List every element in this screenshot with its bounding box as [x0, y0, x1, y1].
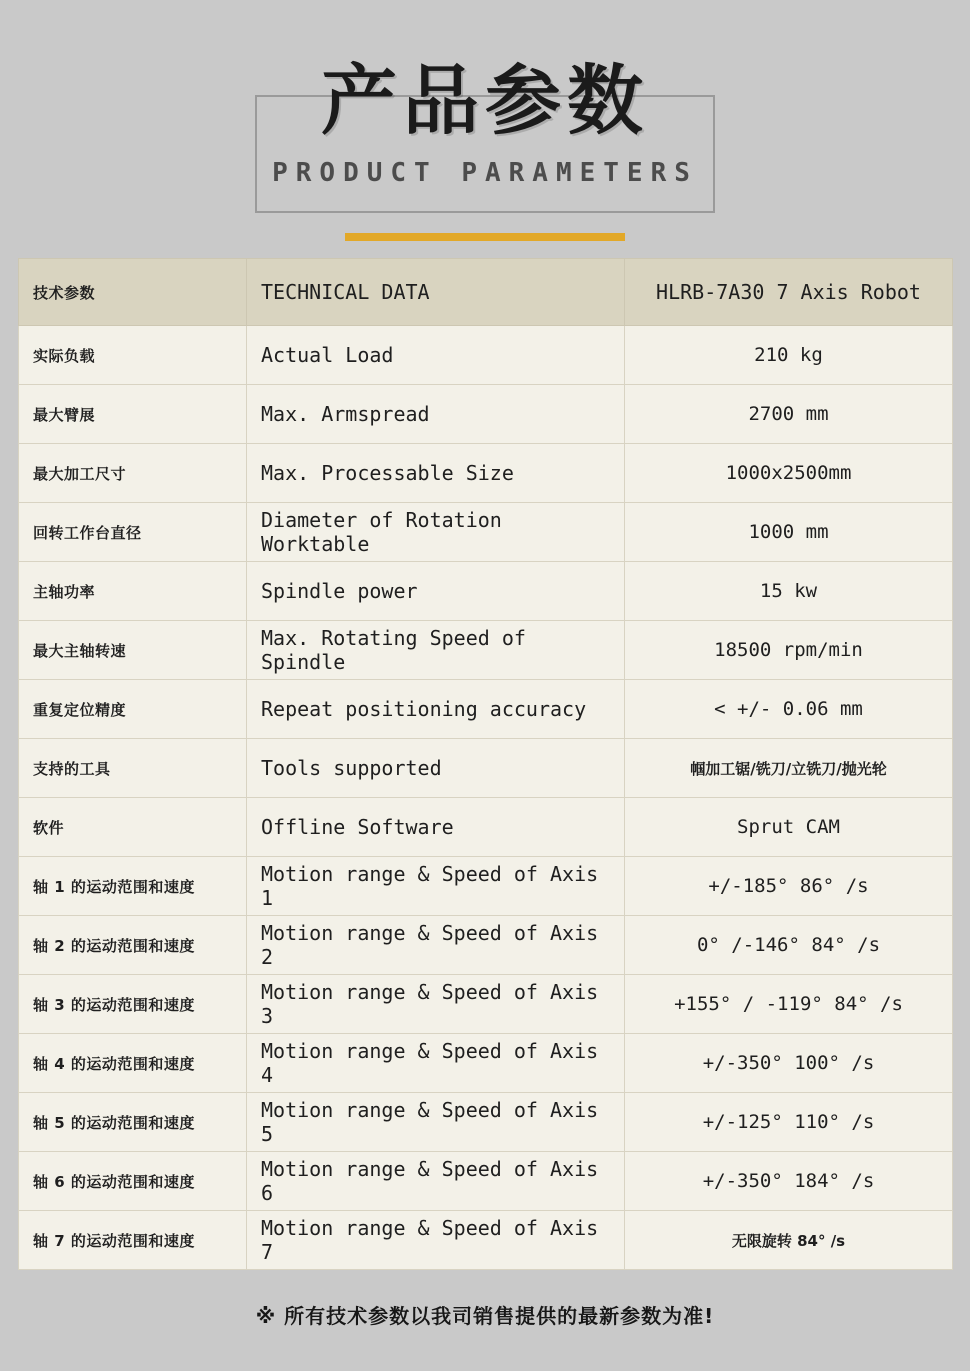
param-value: 210 kg — [625, 326, 953, 385]
parameters-panel — [18, 258, 952, 1270]
param-name-en: Max. Armspread — [247, 385, 625, 444]
param-name-cn: 重复定位精度 — [19, 680, 247, 739]
param-name-en: Max. Rotating Speed of Spindle — [247, 621, 625, 680]
param-name-cn: 轴 6 的运动范围和速度 — [19, 1152, 247, 1211]
parameters-table — [18, 258, 953, 1270]
param-value: 0° /-146° 84° /s — [625, 916, 953, 975]
param-value: +/-350° 184° /s — [625, 1152, 953, 1211]
param-name-cn: 轴 5 的运动范围和速度 — [19, 1093, 247, 1152]
asterisk-icon: ※ — [255, 1304, 277, 1328]
column-header-en: TECHNICAL DATA — [247, 259, 625, 326]
table-row — [19, 739, 953, 798]
table-row — [19, 385, 953, 444]
param-value: +155° / -119° 84° /s — [625, 975, 953, 1034]
param-name-cn: 软件 — [19, 798, 247, 857]
param-name-cn: 轴 1 的运动范围和速度 — [19, 857, 247, 916]
param-name-en: Spindle power — [247, 562, 625, 621]
param-value: 15 kw — [625, 562, 953, 621]
param-name-en: Tools supported — [247, 739, 625, 798]
table-row — [19, 798, 953, 857]
param-name-cn: 实际负载 — [19, 326, 247, 385]
table-row — [19, 1211, 953, 1270]
param-name-cn: 轴 2 的运动范围和速度 — [19, 916, 247, 975]
accent-bar — [345, 233, 625, 241]
table-row — [19, 1093, 953, 1152]
param-name-cn: 轴 3 的运动范围和速度 — [19, 975, 247, 1034]
footer-note-text: 所有技术参数以我司销售提供的最新参数为准! — [284, 1304, 715, 1328]
param-name-en: Actual Load — [247, 326, 625, 385]
table-row — [19, 621, 953, 680]
param-name-en: Repeat positioning accuracy — [247, 680, 625, 739]
table-row — [19, 562, 953, 621]
column-header-model: HLRB-7A30 7 Axis Robot — [625, 259, 953, 326]
param-name-en: Offline Software — [247, 798, 625, 857]
page-title-cn: 产品参数 — [321, 56, 649, 145]
table-row — [19, 1152, 953, 1211]
param-value: +/-185° 86° /s — [625, 857, 953, 916]
param-name-cn: 主轴功率 — [19, 562, 247, 621]
table-row — [19, 503, 953, 562]
page-header — [0, 0, 970, 250]
param-value: 2700 mm — [625, 385, 953, 444]
param-value: 1000x2500mm — [625, 444, 953, 503]
table-row — [19, 444, 953, 503]
footer-note — [256, 1300, 715, 1329]
column-header-cn: 技术参数 — [19, 259, 247, 326]
param-name-cn: 最大主轴转速 — [19, 621, 247, 680]
param-value: +/-125° 110° /s — [625, 1093, 953, 1152]
table-row — [19, 326, 953, 385]
param-value: 1000 mm — [625, 503, 953, 562]
table-row — [19, 857, 953, 916]
page-footer — [0, 1300, 970, 1329]
param-value: < +/- 0.06 mm — [625, 680, 953, 739]
table-row — [19, 1034, 953, 1093]
param-name-cn: 支持的工具 — [19, 739, 247, 798]
param-name-cn: 回转工作台直径 — [19, 503, 247, 562]
param-name-cn: 最大加工尺寸 — [19, 444, 247, 503]
param-value: 帼加工锯/铣刀/立铣刀/抛光轮 — [625, 739, 953, 798]
param-value: +/-350° 100° /s — [625, 1034, 953, 1093]
page-title-en: PRODUCT PARAMETERS — [272, 158, 698, 188]
param-name-en: Diameter of Rotation Worktable — [247, 503, 625, 562]
table-row — [19, 916, 953, 975]
param-name-cn: 轴 4 的运动范围和速度 — [19, 1034, 247, 1093]
param-name-en: Motion range & Speed of Axis 1 — [247, 857, 625, 916]
param-value: Sprut CAM — [625, 798, 953, 857]
param-name-cn: 轴 7 的运动范围和速度 — [19, 1211, 247, 1270]
param-name-cn: 最大臂展 — [19, 385, 247, 444]
param-name-en: Motion range & Speed of Axis 5 — [247, 1093, 625, 1152]
param-name-en: Motion range & Speed of Axis 4 — [247, 1034, 625, 1093]
param-value: 18500 rpm/min — [625, 621, 953, 680]
param-name-en: Motion range & Speed of Axis 2 — [247, 916, 625, 975]
param-name-en: Motion range & Speed of Axis 7 — [247, 1211, 625, 1270]
param-name-en: Motion range & Speed of Axis 6 — [247, 1152, 625, 1211]
table-row — [19, 680, 953, 739]
param-name-en: Motion range & Speed of Axis 3 — [247, 975, 625, 1034]
table-header-row — [19, 259, 953, 326]
param-value: 无限旋转 84° /s — [625, 1211, 953, 1270]
table-row — [19, 975, 953, 1034]
param-name-en: Max. Processable Size — [247, 444, 625, 503]
